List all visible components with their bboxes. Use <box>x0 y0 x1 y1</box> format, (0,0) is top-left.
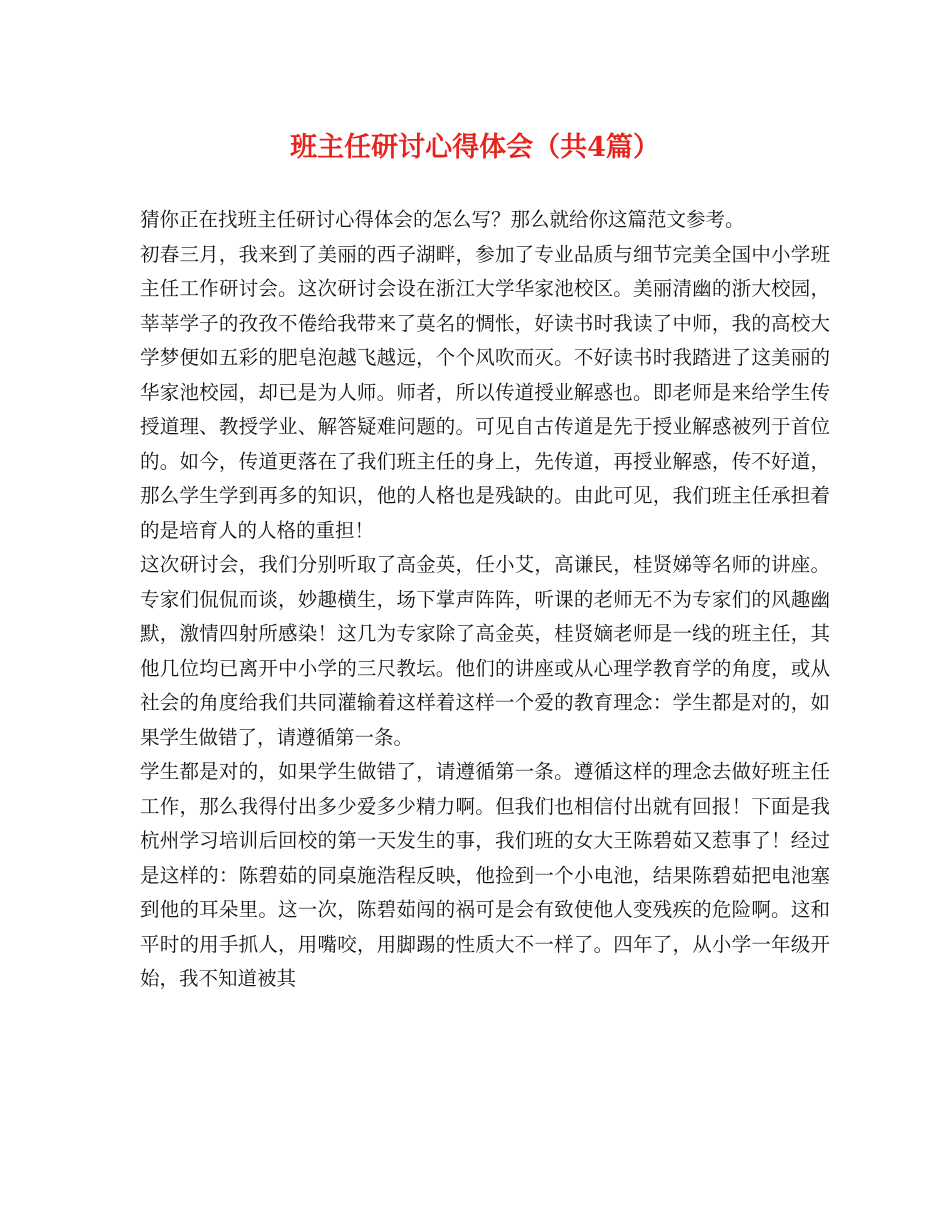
document-body <box>140 203 830 997</box>
paragraph-1: 初春三月，我来到了美丽的西子湖畔，参加了专业品质与细节完美全国中小学班主任工作研讨会。这次研讨会设在浙江大学华家池校区。美丽清幽的浙大校园，莘莘学子的孜孜不倦给我带来了莫名的惆怅，好读书时我读了中师，我的高校大学梦便如五彩的肥皂泡越飞越远，个个风吹而灭。不好读书时我踏进了这美丽的华家池校园，却已是为人师。师者，所以传道授业解惑也。即老师是来给学生传授道理、教授学业、解答疑难问题的。可见自古传道是先于授业解惑被列于首位的。如今，传道更落在了我们班主任的身上，先传道，再授业解惑，传不好道，那么学生学到再多的知识，他的人格也是残缺的。由此可见，我们班主任承担着的是培育人的人格的重担！ <box>140 242 830 542</box>
document-title: 班主任研讨心得体会（共4篇） <box>290 132 660 163</box>
paragraph-2: 这次研讨会，我们分别听取了高金英，任小艾，高谦民，桂贤娣等名师的讲座。专家们侃侃而谈，妙趣横生，场下掌声阵阵，听课的老师无不为专家们的风趣幽默，激情四射所感染！这几为专家除了高金英，桂贤嫡老师是一线的班主任，其他几位均已离开中小学的三尺教坛。他们的讲座或从心理学教育学的角度，或从社会的角度给我们共同灌输着这样着这样一个爱的教育理念：学生都是对的，如果学生做错了，请遵循第一条。 <box>140 553 830 749</box>
paragraph-intro: 猜你正在找班主任研讨心得体会的怎么写？那么就给你这篇范文参考。 <box>140 208 745 231</box>
paragraph-3: 学生都是对的，如果学生做错了，请遵循第一条。遵循这样的理念去做好班主任工作，那么我得付出多少爱多少精力啊。但我们也相信付出就有回报！下面是我杭州学习培训后回校的第一天发生的事，我们班的女大王陈碧茹又惹事了！经过是这样的：陈碧茹的同桌施浩程反映，他捡到一个小电池，结果陈碧茹把电池塞到他的耳朵里。这一次，陈碧茹闯的祸可是会有致使他人变残疾的危险啊。这和平时的用手抓人，用嘴咬，用脚踢的性质大不一样了。四年了，从小学一年级开始，我不知道被其 <box>140 760 830 990</box>
